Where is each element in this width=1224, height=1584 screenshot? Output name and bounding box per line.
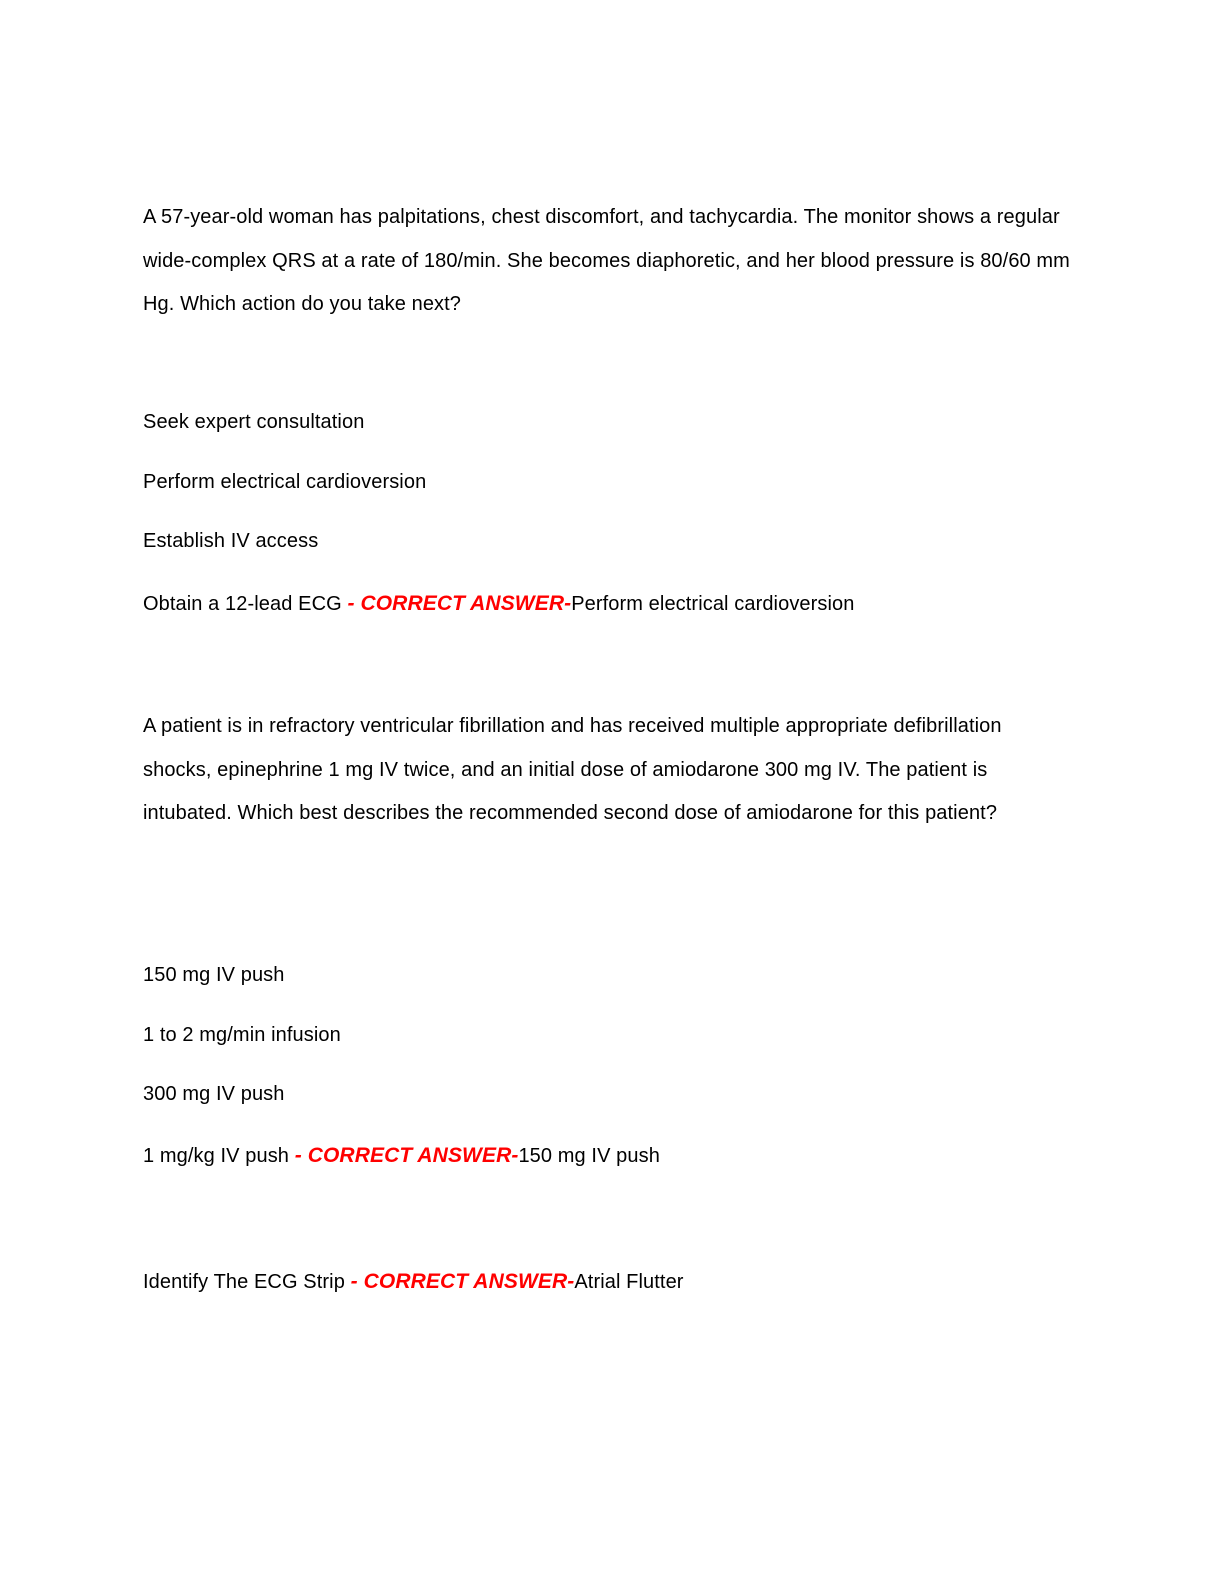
question-3-text: Identify The ECG Strip <box>143 1271 345 1293</box>
question-2-option-1: 150 mg IV push <box>143 964 285 986</box>
correct-answer-marker: - CORRECT ANSWER- <box>294 1144 519 1167</box>
correct-answer-marker: - CORRECT ANSWER- <box>347 592 572 615</box>
question-2-answer: 150 mg IV push <box>518 1145 660 1167</box>
question-1-answer: Perform electrical cardioversion <box>571 593 855 615</box>
question-1-option-2: Perform electrical cardioversion <box>143 471 427 493</box>
question-1-option-3: Establish IV access <box>143 530 319 552</box>
question-2-text: A patient is in refractory ventricular fibrillation and has received multiple appropriate defibrillation shocks, epinephrine 1 mg IV twice, and an initial dose of amiodarone 300 mg IV. The patient is intubated. Which best describes the recommended second dose of amiodarone for this patient? <box>143 715 1002 824</box>
question-1-option-4: Obtain a 12-lead ECG <box>143 593 342 615</box>
question-1-answer-line <box>143 592 855 616</box>
question-3-answer: Atrial Flutter <box>574 1271 684 1293</box>
question-3-line <box>143 1270 684 1294</box>
question-1-option-1: Seek expert consultation <box>143 411 365 433</box>
question-2-option-4: 1 mg/kg IV push <box>143 1145 290 1167</box>
question-2-answer-line <box>143 1144 660 1168</box>
question-2-option-2: 1 to 2 mg/min infusion <box>143 1024 341 1046</box>
question-1-text: A 57-year-old woman has palpitations, chest discomfort, and tachycardia. The monitor shows a regular wide-complex QRS at a rate of 180/min. She becomes diaphoretic, and her blood pressure is 80/60 mm Hg. Which action do you take next? <box>143 206 1070 315</box>
question-2-option-3: 300 mg IV push <box>143 1083 285 1105</box>
correct-answer-marker: - CORRECT ANSWER- <box>350 1270 575 1293</box>
